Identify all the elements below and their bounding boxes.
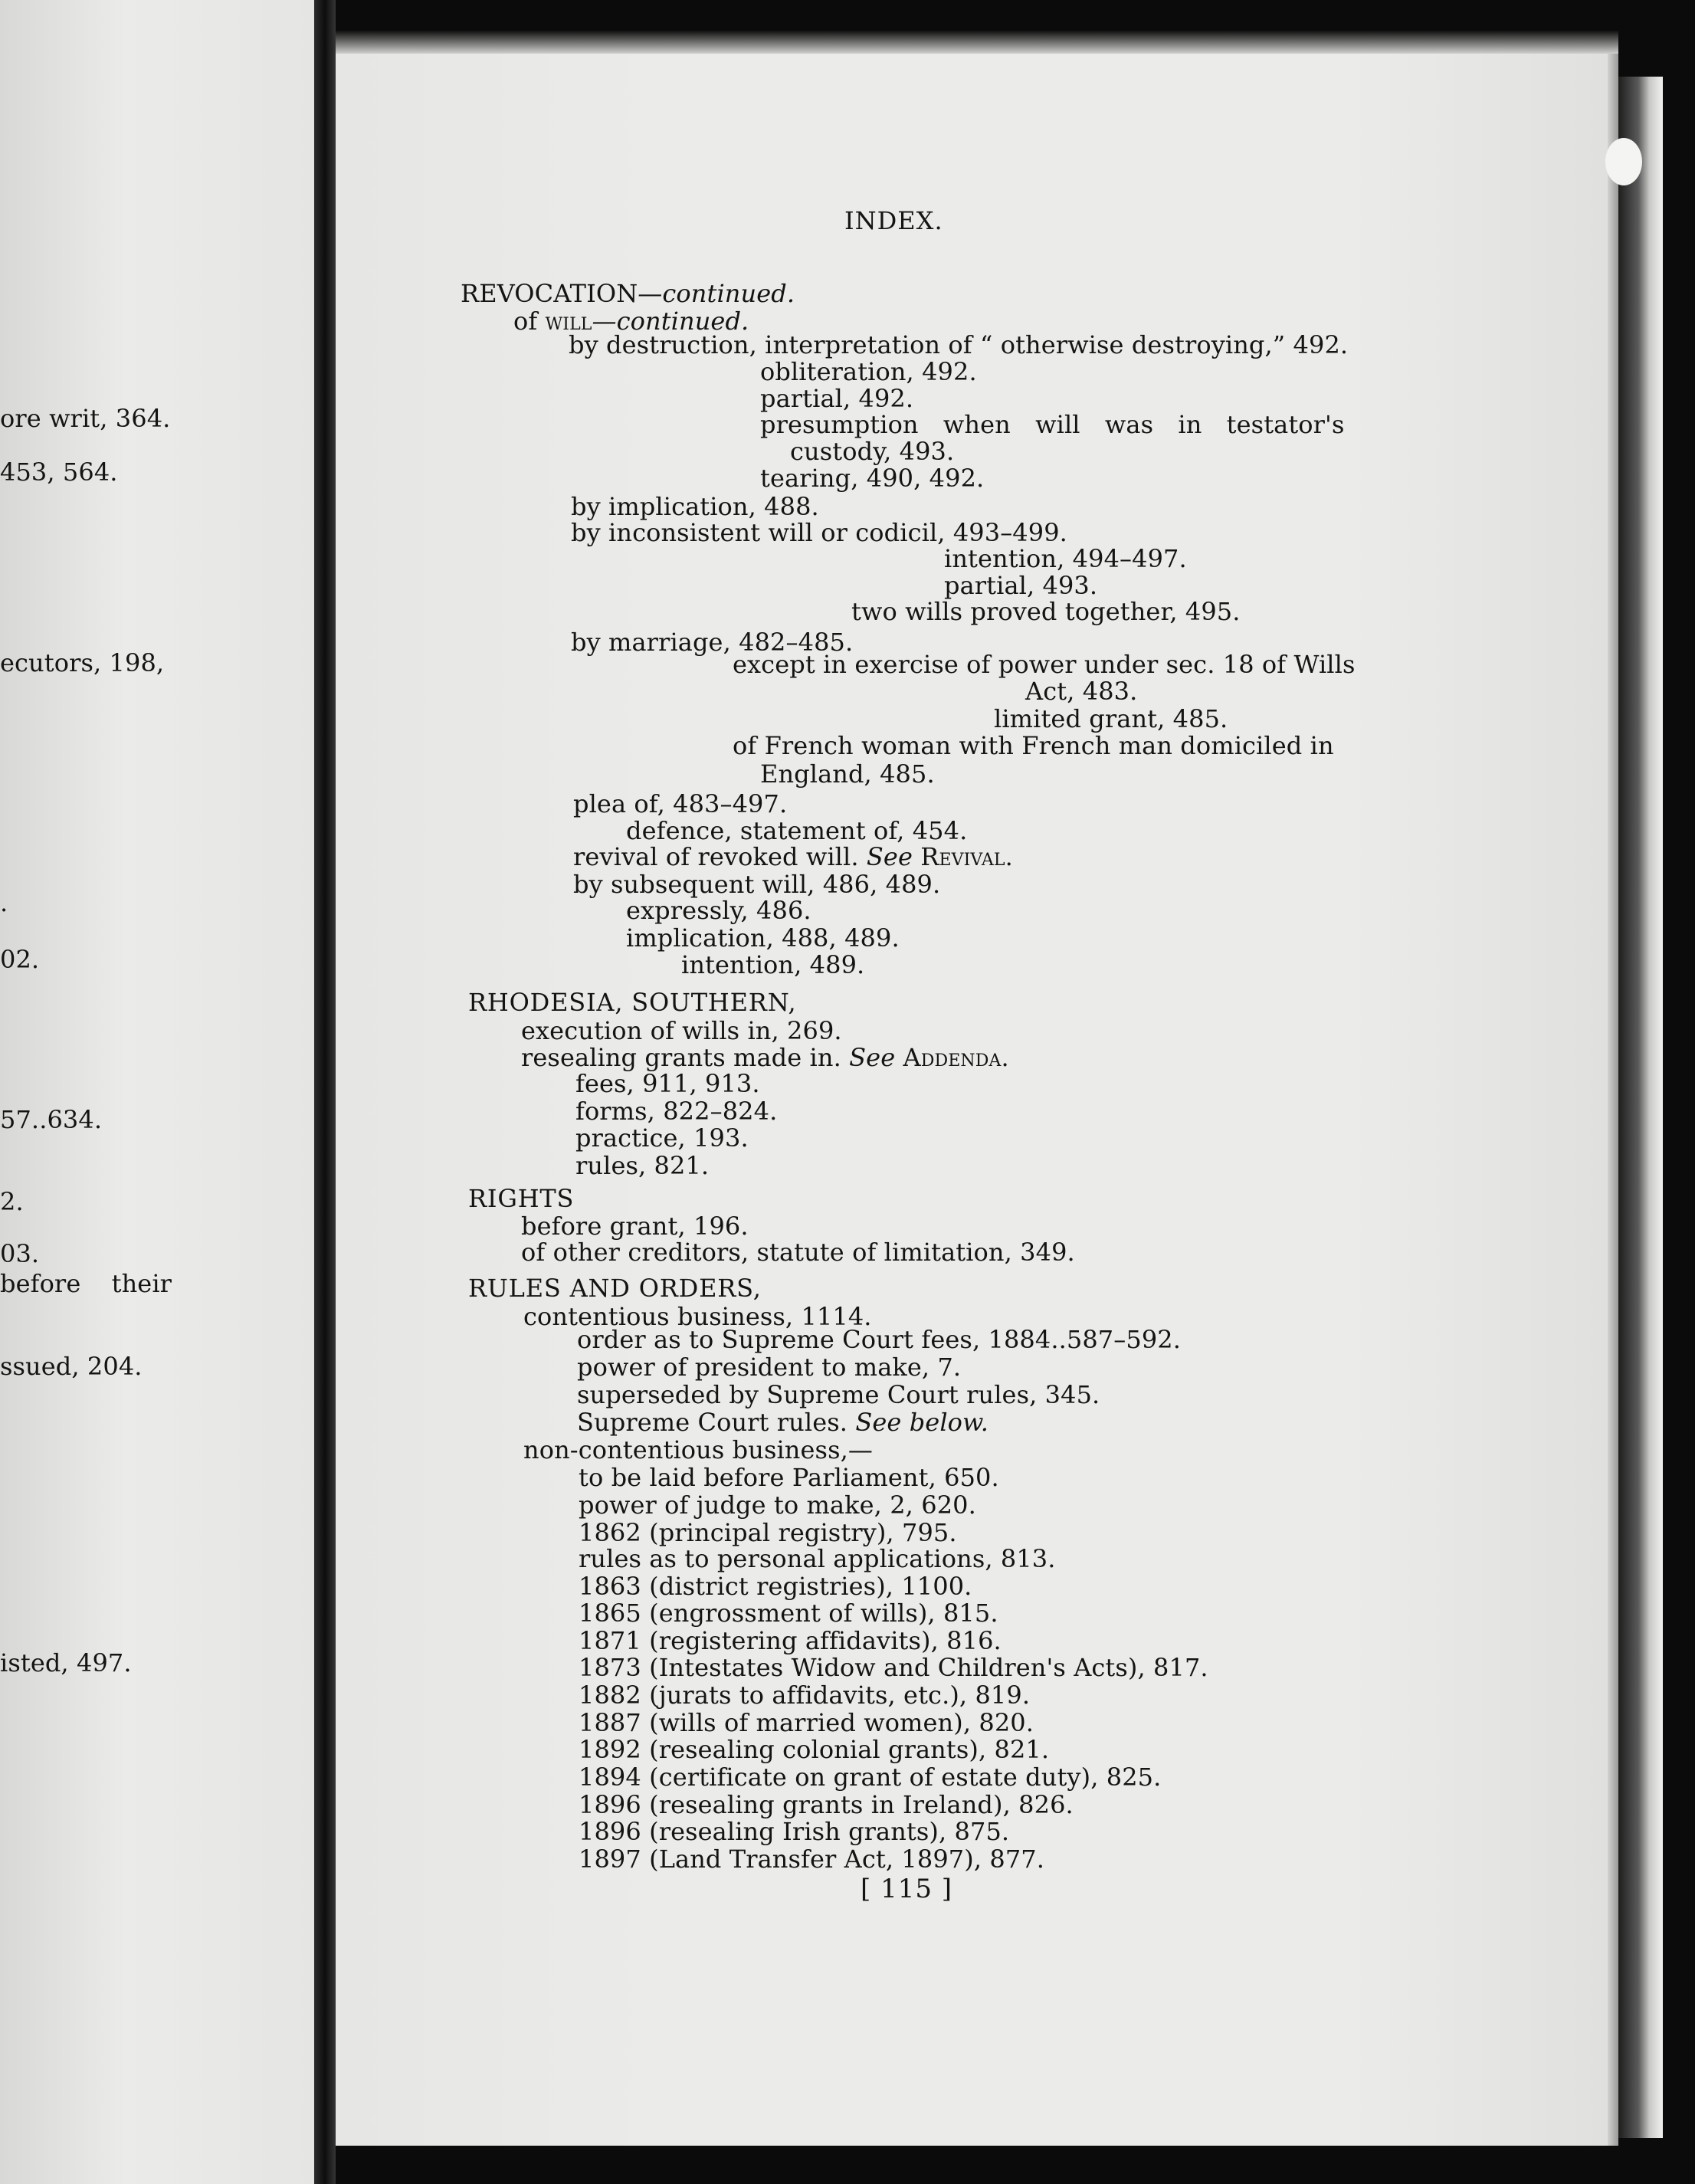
index-entry: implication, 488, 489. xyxy=(626,923,900,953)
index-entry: limited grant, 485. xyxy=(994,704,1228,733)
left-fragment: 03. xyxy=(0,1239,40,1268)
index-entry: intention, 494–497. xyxy=(944,544,1187,573)
index-entry: expressly, 486. xyxy=(626,896,811,925)
index-entry: contentious business, 1114. xyxy=(523,1302,872,1331)
index-entry: 1897 (Land Transfer Act, 1897), 877. xyxy=(579,1845,1045,1874)
index-entry: order as to Supreme Court fees, 1884..587–592. xyxy=(577,1325,1182,1354)
index-entry: 1894 (certificate on grant of estate duty), 825. xyxy=(579,1763,1162,1792)
index-entry: 1887 (wills of married women), 820. xyxy=(579,1708,1034,1737)
index-heading: RULES AND ORDERS, xyxy=(468,1274,762,1303)
page-title: INDEX. xyxy=(844,206,943,235)
index-entry: by destruction, interpretation of “ otherwise destroying,” 492. xyxy=(569,330,1349,359)
index-entry: intention, 489. xyxy=(681,950,865,979)
page-edge xyxy=(1608,54,1618,2146)
index-entry: tearing, 490, 492. xyxy=(760,464,985,493)
index-entry: execution of wills in, 269. xyxy=(521,1016,842,1045)
index-entry: defence, statement of, 454. xyxy=(626,816,968,845)
index-heading: RIGHTS xyxy=(468,1184,575,1213)
index-entry: to be laid before Parliament, 650. xyxy=(579,1463,999,1492)
index-entry: partial, 492. xyxy=(760,384,914,413)
left-fragment: 57..634. xyxy=(0,1105,103,1134)
index-entry: power of president to make, 7. xyxy=(577,1353,962,1382)
index-entry: plea of, 483–497. xyxy=(573,789,788,818)
index-entry: presumption when will was in testator's xyxy=(760,410,1345,439)
index-entry: power of judge to make, 2, 620. xyxy=(579,1490,976,1520)
index-heading: REVOCATION—continued. xyxy=(461,279,795,308)
index-entry: 1863 (district registries), 1100. xyxy=(579,1572,972,1601)
left-fragment: 2. xyxy=(0,1187,24,1216)
index-entry: non-contentious business,— xyxy=(523,1435,873,1464)
index-entry: two wills proved together, 495. xyxy=(851,597,1241,626)
index-entry: 1896 (resealing Irish grants), 875. xyxy=(579,1817,1010,1846)
index-entry: 1896 (resealing grants in Ireland), 826. xyxy=(579,1790,1074,1819)
index-entry: before grant, 196. xyxy=(521,1212,749,1241)
index-entry: 1871 (registering affidavits), 816. xyxy=(579,1626,1002,1655)
index-entry: by marriage, 482–485. xyxy=(571,628,854,657)
index-entry: forms, 822–824. xyxy=(575,1097,778,1126)
left-fragment: . xyxy=(0,888,8,917)
index-entry: rules as to personal applications, 813. xyxy=(579,1544,1056,1573)
scan-top-edge xyxy=(336,31,1618,54)
left-page xyxy=(0,0,314,2184)
index-entry: 1882 (jurats to affidavits, etc.), 819. xyxy=(579,1681,1031,1710)
index-entry: 1892 (resealing colonial grants), 821. xyxy=(579,1735,1050,1764)
index-entry: of French woman with French man domiciled in xyxy=(733,731,1334,760)
index-entry: custody, 493. xyxy=(790,437,955,466)
index-entry: England, 485. xyxy=(760,759,935,789)
book-gutter xyxy=(314,0,336,2184)
index-entry: practice, 193. xyxy=(575,1123,749,1153)
index-entry: obliteration, 492. xyxy=(760,357,977,386)
index-entry: by implication, 488. xyxy=(571,492,819,521)
left-fragment: before their xyxy=(0,1269,172,1298)
left-fragment: isted, 497. xyxy=(0,1648,132,1677)
left-fragment: ore writ, 364. xyxy=(0,404,171,433)
index-entry: 1862 (principal registry), 795. xyxy=(579,1518,957,1547)
index-entry: resealing grants made in. See Addenda. xyxy=(521,1043,1009,1072)
binding-hole xyxy=(1605,138,1642,185)
index-entry: 1865 (engrossment of wills), 815. xyxy=(579,1599,998,1628)
page-number: [ 115 ] xyxy=(861,1874,953,1904)
index-subheading: of will—continued. xyxy=(513,307,749,336)
index-entry: rules, 821. xyxy=(575,1151,710,1180)
index-entry: partial, 493. xyxy=(944,571,1098,600)
index-entry: except in exercise of power under sec. 18 of Wills xyxy=(733,650,1356,679)
index-entry: of other creditors, statute of limitation, 349. xyxy=(521,1238,1075,1267)
index-entry: Act, 483. xyxy=(1025,677,1138,706)
index-entry: by subsequent will, 486, 489. xyxy=(573,870,941,899)
index-entry: superseded by Supreme Court rules, 345. xyxy=(577,1380,1100,1409)
left-fragment: 02. xyxy=(0,945,40,974)
index-entry: by inconsistent will or codicil, 493–499. xyxy=(571,518,1067,547)
index-entry: revival of revoked will. See Revival. xyxy=(573,842,1013,871)
left-fragment: ecutors, 198, xyxy=(0,648,165,677)
left-fragment: ssued, 204. xyxy=(0,1352,143,1381)
index-heading: RHODESIA, SOUTHERN, xyxy=(468,988,797,1017)
scan-right-edge xyxy=(1618,77,1663,2138)
index-entry: Supreme Court rules. See below. xyxy=(577,1408,988,1437)
left-fragment: 453, 564. xyxy=(0,457,118,487)
index-entry: fees, 911, 913. xyxy=(575,1069,760,1098)
index-entry: 1873 (Intestates Widow and Children's Acts), 817. xyxy=(579,1653,1208,1682)
